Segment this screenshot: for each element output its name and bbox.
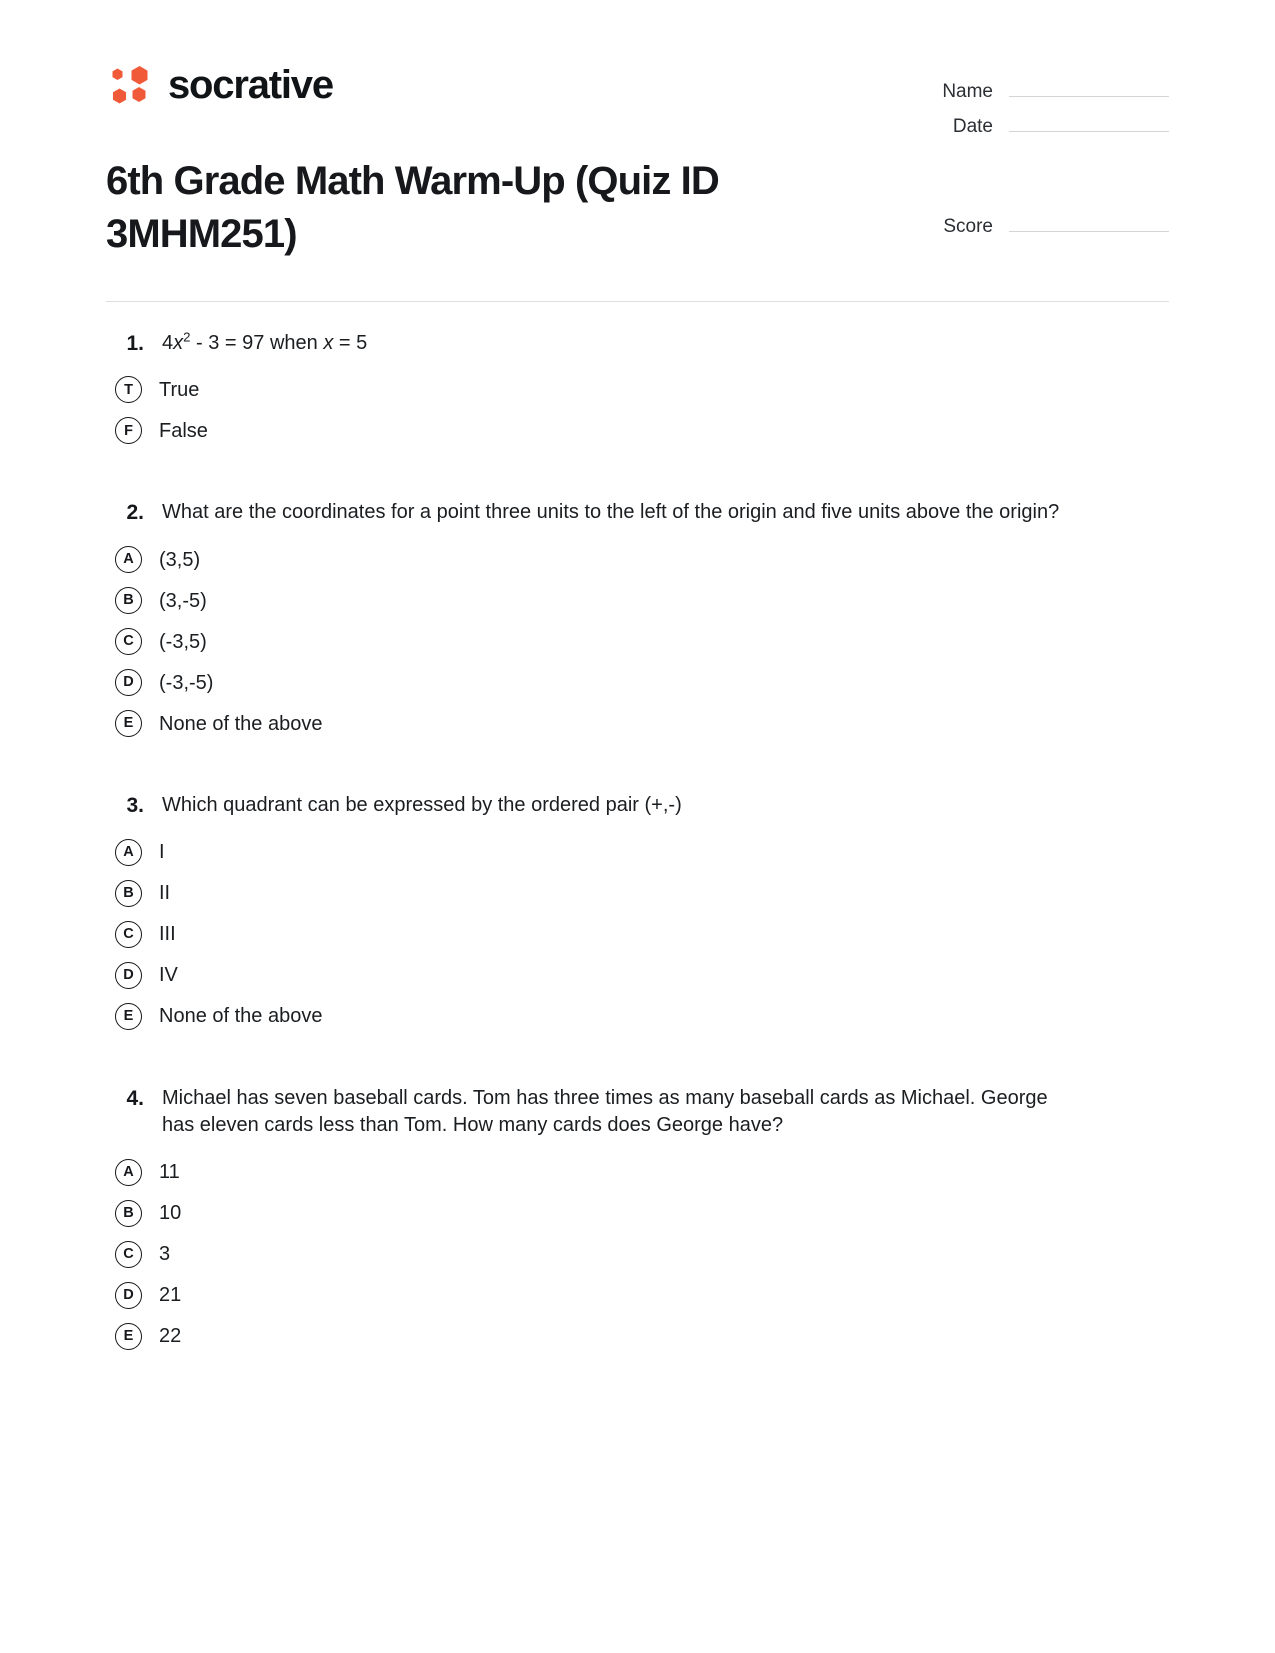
page-header [0, 0, 1275, 261]
choice-option[interactable] [106, 1234, 1169, 1275]
choice-bubble-a[interactable]: A [115, 1159, 142, 1186]
brand-name: socrative [168, 62, 333, 107]
page-title: 6th Grade Math Warm-Up (Quiz ID 3MHM251) [106, 159, 719, 256]
question-header [106, 499, 1169, 527]
choices-list [106, 369, 1169, 451]
choice-option[interactable] [106, 1275, 1169, 1316]
question-text: $4x^2 - 3 = 97$ when x = 5 [162, 328, 368, 354]
choice-option[interactable] [106, 580, 1169, 621]
choice-option[interactable] [106, 955, 1169, 996]
choice-label: (-3,5) [159, 630, 207, 653]
choice-label: (3,-5) [159, 589, 207, 612]
question-item [106, 499, 1169, 744]
choice-bubble-c[interactable]: C [115, 1241, 142, 1268]
choice-label: I [159, 841, 165, 864]
choice-label: III [159, 923, 176, 946]
date-field-input[interactable] [1009, 112, 1169, 132]
brand-logo [106, 55, 806, 117]
choice-label: 22 [159, 1325, 182, 1348]
choice-option[interactable] [106, 832, 1169, 873]
question-header [106, 792, 1169, 820]
choice-label: 3 [159, 1243, 171, 1266]
score-field-row [869, 212, 1169, 238]
choice-label: None of the above [159, 1005, 323, 1028]
choice-label: True [159, 378, 200, 401]
choice-bubble-e[interactable]: E [115, 710, 142, 737]
score-field-label: Score [943, 216, 993, 237]
question-item [106, 792, 1169, 1037]
question-number: 3. [126, 794, 144, 818]
name-field-row [869, 77, 1169, 103]
name-field-label: Name [942, 81, 993, 102]
choice-option[interactable] [106, 996, 1169, 1037]
choice-bubble-c[interactable]: C [115, 921, 142, 948]
question-header [106, 330, 1169, 358]
choice-bubble-f[interactable]: F [115, 417, 142, 444]
choice-option[interactable] [106, 539, 1169, 580]
choice-bubble-c[interactable]: C [115, 628, 142, 655]
choices-list [106, 832, 1169, 1037]
choice-option[interactable] [106, 1316, 1169, 1357]
name-field-input[interactable] [1009, 77, 1169, 97]
choice-option[interactable] [106, 1193, 1169, 1234]
choice-bubble-a[interactable]: A [115, 546, 142, 573]
choices-list [106, 539, 1169, 744]
choice-label: IV [159, 964, 178, 987]
choice-option[interactable] [106, 914, 1169, 955]
question-number: 1. [126, 331, 144, 355]
choice-bubble-e[interactable]: E [115, 1323, 142, 1350]
date-field-label: Date [952, 116, 993, 137]
choice-label: None of the above [159, 712, 323, 735]
choice-option[interactable] [106, 410, 1169, 451]
question-header [106, 1085, 1169, 1140]
choice-bubble-d[interactable]: D [115, 962, 142, 989]
question-number: 2. [126, 501, 144, 525]
choice-label: II [159, 882, 171, 905]
choice-label: (-3,-5) [159, 671, 214, 694]
choice-label: (3,5) [159, 548, 201, 571]
choice-bubble-t[interactable]: T [115, 376, 142, 403]
choices-list [106, 1152, 1169, 1357]
choice-option[interactable] [106, 1152, 1169, 1193]
socrative-hexagons-logo-icon [106, 62, 154, 110]
choice-bubble-b[interactable]: B [115, 587, 142, 614]
choice-option[interactable] [106, 703, 1169, 744]
question-item [106, 330, 1169, 452]
student-info-fields [869, 55, 1169, 247]
brand-and-title [106, 55, 806, 261]
question-item [106, 1085, 1169, 1357]
choice-label: False [159, 419, 208, 442]
questions-list [0, 302, 1275, 1357]
choice-bubble-d[interactable]: D [115, 669, 142, 696]
score-field-input[interactable] [1009, 212, 1169, 232]
choice-bubble-a[interactable]: A [115, 839, 142, 866]
choice-option[interactable] [106, 621, 1169, 662]
choice-bubble-d[interactable]: D [115, 1282, 142, 1309]
choice-option[interactable] [106, 662, 1169, 703]
date-field-row [869, 112, 1169, 138]
question-number: 4. [126, 1086, 144, 1110]
choice-bubble-e[interactable]: E [115, 1003, 142, 1030]
choice-bubble-b[interactable]: B [115, 880, 142, 907]
choice-label: 10 [159, 1202, 182, 1225]
choice-option[interactable] [106, 873, 1169, 914]
choice-label: 21 [159, 1284, 182, 1307]
choice-option[interactable] [106, 369, 1169, 410]
question-text: What are the coordinates for a point three units to the left of the origin and five units above the origin? [162, 501, 1060, 524]
question-text: Which quadrant can be expressed by the ordered pair (+,-) [162, 794, 682, 817]
choice-bubble-b[interactable]: B [115, 1200, 142, 1227]
question-text: Michael has seven baseball cards. Tom has three times as many baseball cards as Michael. George has eleven cards less than Tom. How many cards does George have? [162, 1086, 1048, 1137]
choice-label: 11 [159, 1161, 180, 1184]
